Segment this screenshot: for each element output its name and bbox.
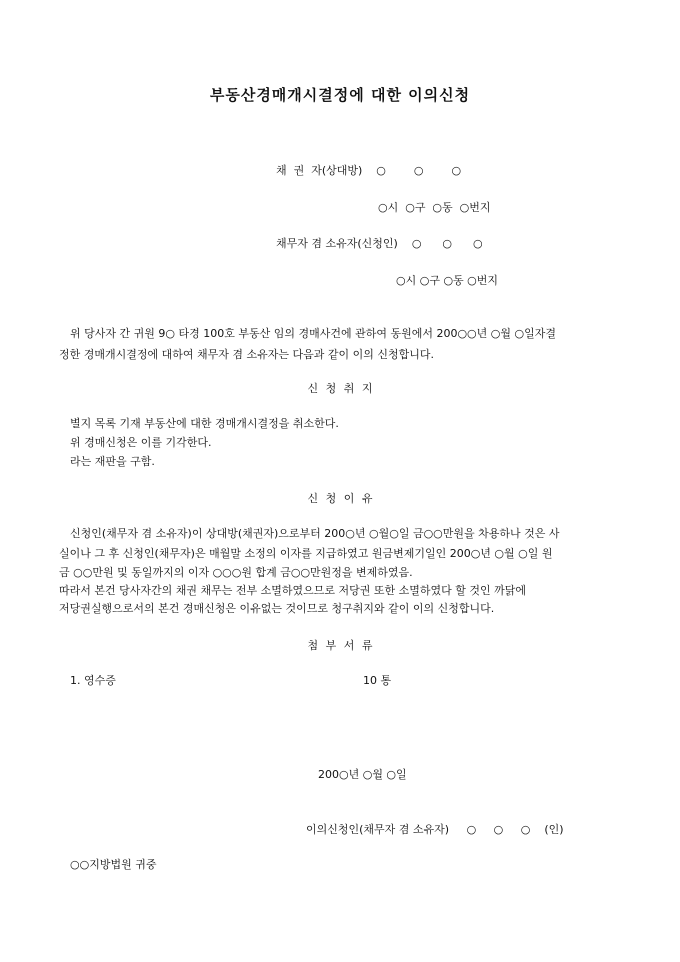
reason-line-5: 저당권실행으로서의 본건 경매신청은 이유없는 것이므로 청구취지와 같이 이의 신청합니다. (59, 602, 495, 615)
reason-line-4: 따라서 본건 당사자간의 채권 채무는 전부 소멸하였으므로 저당권 또한 소멸하였다 할 것인 까닭에 (59, 584, 526, 597)
intro-line-1: 위 당사자 간 귀원 9○ 타경 100호 부동산 임의 경매사건에 관하여 동원에서 200○○년 ○월 ○일자결 (70, 327, 556, 340)
purpose-line-3: 라는 재판을 구함. (70, 455, 155, 468)
attachment-item-count: 10 통 (363, 674, 392, 687)
signature-line: 이의신청인(채무자 겸 소유자) ○ ○ ○ (인) (306, 823, 564, 836)
debtor-line: 채무자 겸 소유자(신청인) ○ ○ ○ (276, 237, 483, 250)
document-title: 부동산경매개시결정에 대한 이의신청 (209, 86, 471, 104)
purpose-line-2: 위 경매신청은 이를 기각한다. (70, 436, 212, 449)
purpose-heading: 신 청 취 지 (307, 382, 373, 395)
creditor-line: 채 권 자(상대방) ○ ○ ○ (276, 164, 462, 177)
reason-line-1: 신청인(채무자 겸 소유자)이 상대방(채권자)으로부터 200○년 ○월○일 금○○만원을 차용하나 것은 사 (70, 527, 560, 540)
creditor-address: ○시 ○구 ○동 ○번지 (378, 201, 491, 214)
reason-heading: 신 청 이 유 (307, 492, 373, 505)
reason-line-2: 실이나 그 후 신청인(채무자)은 매월말 소정의 이자를 지급하였고 원금변제기일인 200○년 ○월 ○일 원 (59, 547, 553, 560)
document-date: 200○년 ○월 ○일 (318, 768, 407, 781)
intro-line-2: 정한 경매개시결정에 대하여 채무자 겸 소유자는 다음과 같이 이의 신청합니다. (59, 348, 434, 361)
attachment-item-label: 1. 영수증 (70, 674, 116, 687)
purpose-line-1: 별지 목록 기재 부동산에 대한 경매개시결정을 취소한다. (70, 417, 339, 430)
debtor-address: ○시 ○구 ○동 ○번지 (396, 274, 499, 287)
court-addressee: ○○지방법원 귀중 (70, 858, 157, 871)
reason-line-3: 금 ○○만원 및 동일까지의 이자 ○○○원 합계 금○○만원정을 변제하였음. (59, 566, 413, 579)
attachments-heading: 첨 부 서 류 (307, 639, 373, 652)
